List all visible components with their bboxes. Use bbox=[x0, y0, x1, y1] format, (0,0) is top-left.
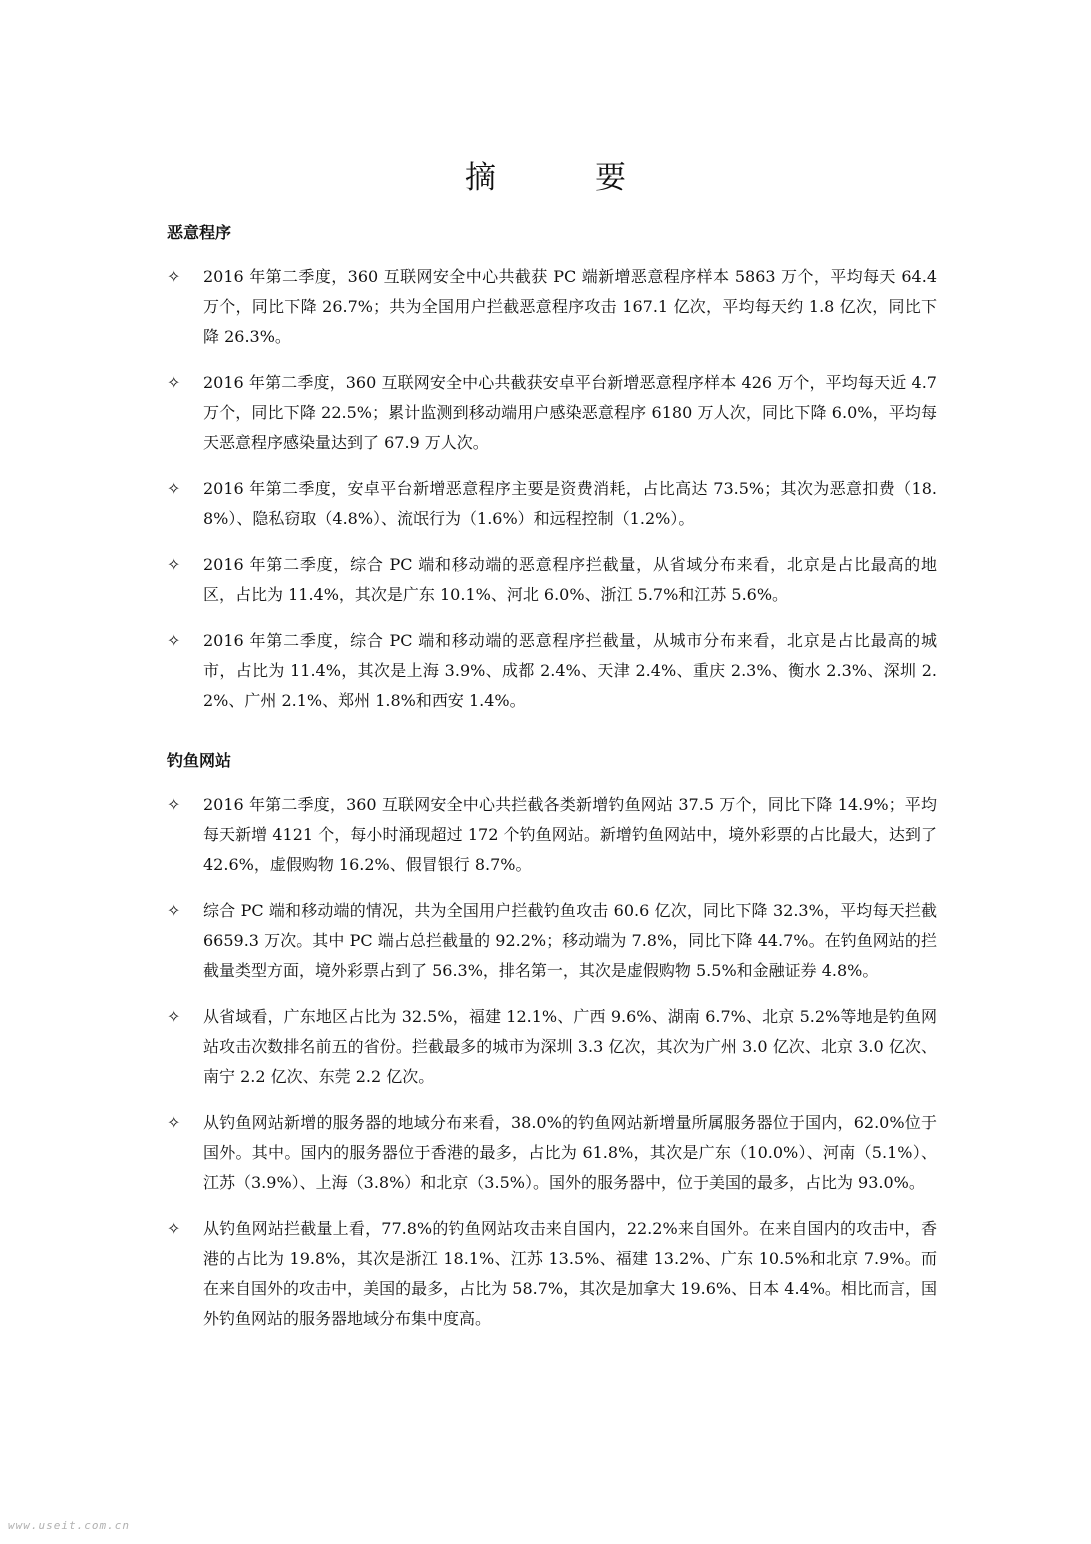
list-item-text: 从钓鱼网站拦截量上看，77.8%的钓鱼网站攻击来自国内，22.2%来自国外。在来自国内的攻击中，香港的占比为 19.8%，其次是浙江 18.1%、江苏 13.5%、福建 13.2%、广东 10.5%和北京 7.9%。而在来自国外的攻击中，美国的最多，占比为 58.7%，其次是加拿大 19.6%、日本 4.4%。相比而言，国外钓鱼网站的服务器地域分布集中度高。 bbox=[203, 1219, 937, 1328]
list-item bbox=[167, 262, 937, 352]
list-item bbox=[167, 626, 937, 716]
list-item-text: 2016 年第二季度，360 互联网安全中心共截获 PC 端新增恶意程序样本 5863 万个，平均每天 64.4 万个，同比下降 26.7%；共为全国用户拦截恶意程序攻击 167.1 亿次，平均每天约 1.8 亿次，同比下降 26.3%。 bbox=[203, 267, 937, 346]
diamond-bullet-icon: ✧ bbox=[167, 373, 181, 392]
list-item-text: 2016 年第二季度，综合 PC 端和移动端的恶意程序拦截量，从城市分布来看，北京是占比最高的城市，占比为 11.4%，其次是上海 3.9%、成都 2.4%、天津 2.4%、重庆 2.3%、衡水 2.3%、深圳 2.2%、广州 2.1%、郑州 1.8%和西安 1.4%。 bbox=[203, 631, 937, 710]
diamond-bullet-icon: ✧ bbox=[167, 1113, 181, 1132]
list-item bbox=[167, 1002, 937, 1092]
list-item bbox=[167, 1108, 937, 1198]
list-item-text: 从钓鱼网站新增的服务器的地域分布来看，38.0%的钓鱼网站新增量所属服务器位于国内，62.0%位于国外。其中。国内的服务器位于香港的最多，占比为 61.8%，其次是广东（10.0%）、河南（5.1%）、江苏（3.9%）、上海（3.8%）和北京（3.5%）。国外的服务器中，位于美国的最多，占比为 93.0%。 bbox=[203, 1113, 937, 1192]
section-malware bbox=[167, 222, 937, 732]
list-item bbox=[167, 550, 937, 610]
list-item bbox=[167, 474, 937, 534]
list-item-text: 从省域看，广东地区占比为 32.5%，福建 12.1%、广西 9.6%、湖南 6.7%、北京 5.2%等地是钓鱼网站攻击次数排名前五的省份。拦截最多的城市为深圳 3.3 亿次，其次为广州 3.0 亿次、北京 3.0 亿次、南宁 2.2 亿次、东莞 2.2 亿次。 bbox=[203, 1007, 937, 1086]
diamond-bullet-icon: ✧ bbox=[167, 479, 181, 498]
list-item-text: 2016 年第二季度，360 互联网安全中心共拦截各类新增钓鱼网站 37.5 万个，同比下降 14.9%；平均每天新增 4121 个，每小时涌现超过 172 个钓鱼网站。新增钓鱼网站中，境外彩票的占比最大，达到了 42.6%，虚假购物 16.2%、假冒银行 8.7%。 bbox=[203, 795, 937, 874]
watermark-text: www.useit.com.cn bbox=[8, 1519, 130, 1532]
section-heading-phishing: 钓鱼网站 bbox=[167, 751, 232, 770]
list-item bbox=[167, 790, 937, 880]
list-item-text: 综合 PC 端和移动端的情况，共为全国用户拦截钓鱼攻击 60.6 亿次，同比下降 32.3%，平均每天拦截 6659.3 万次。其中 PC 端占总拦截量的 92.2%；移动端为 7.8%，同比下降 44.7%。在钓鱼网站的拦截量类型方面，境外彩票占到了 56.3%，排名第一，其次是虚假购物 5.5%和金融证券 4.8%。 bbox=[203, 901, 937, 980]
list-item-text: 2016 年第二季度，综合 PC 端和移动端的恶意程序拦截量，从省域分布来看，北京是占比最高的地区，占比为 11.4%，其次是广东 10.1%、河北 6.0%、浙江 5.7%和江苏 5.6%。 bbox=[203, 555, 937, 604]
section-phishing bbox=[167, 750, 937, 1350]
page-title: 摘 要 bbox=[465, 160, 660, 196]
list-item bbox=[167, 368, 937, 458]
list-item-text: 2016 年第二季度，360 互联网安全中心共截获安卓平台新增恶意程序样本 426 万个，平均每天近 4.7 万个，同比下降 22.5%；累计监测到移动端用户感染恶意程序 6180 万人次，同比下降 6.0%，平均每天恶意程序感染量达到了 67.9 万人次。 bbox=[203, 373, 937, 452]
diamond-bullet-icon: ✧ bbox=[167, 1007, 181, 1026]
list-item bbox=[167, 1214, 937, 1334]
diamond-bullet-icon: ✧ bbox=[167, 555, 181, 574]
diamond-bullet-icon: ✧ bbox=[167, 267, 181, 286]
diamond-bullet-icon: ✧ bbox=[167, 631, 181, 650]
diamond-bullet-icon: ✧ bbox=[167, 795, 181, 814]
section-heading-malware: 恶意程序 bbox=[167, 223, 232, 242]
list-item-text: 2016 年第二季度，安卓平台新增恶意程序主要是资费消耗，占比高达 73.5%；其次为恶意扣费（18.8%）、隐私窃取（4.8%）、流氓行为（1.6%）和远程控制（1.2%）。 bbox=[203, 479, 937, 528]
diamond-bullet-icon: ✧ bbox=[167, 1219, 181, 1238]
diamond-bullet-icon: ✧ bbox=[167, 901, 181, 920]
list-item bbox=[167, 896, 937, 986]
